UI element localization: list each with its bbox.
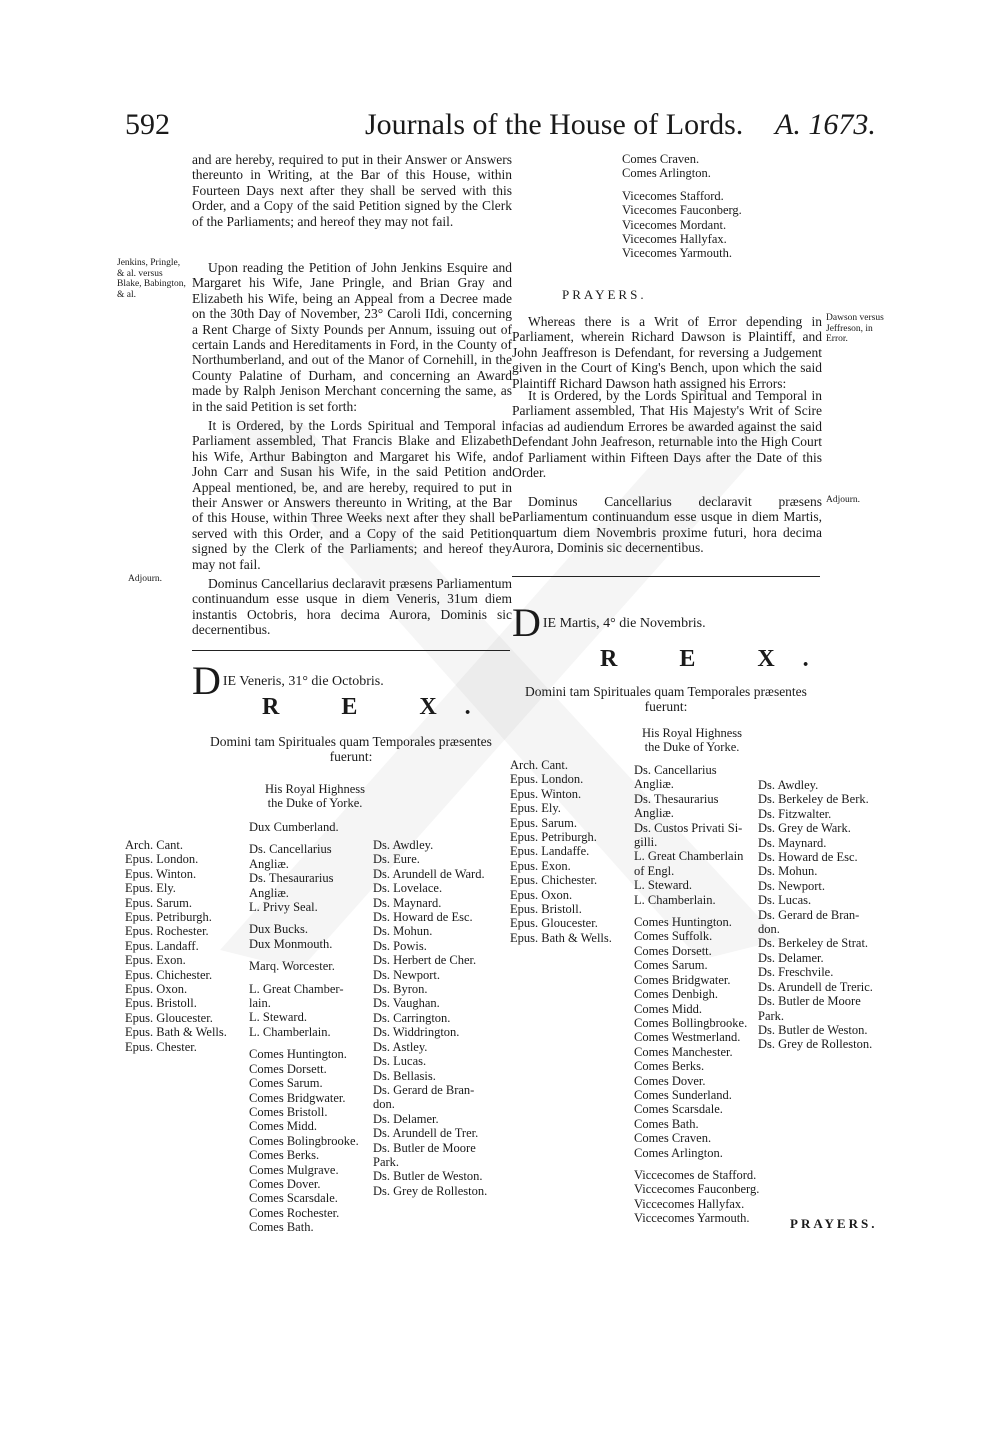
list-entry: Epus. Bristoll. [510,902,582,917]
list-entry: Epus. Gloucester. [125,1010,213,1025]
list-entry: Park. [758,1008,785,1023]
sitting-date [192,658,384,703]
list-entry: Comes Manchester. [634,1044,733,1059]
list-entry: Ds. Thesaurarius [634,791,719,806]
list-entry: Ds. Gerard de Bran- [758,907,860,922]
list-entry: Comes Arlington. [622,166,711,181]
list-entry: Viccecomes Hallyfax. [634,1196,745,1211]
duke-line: His Royal Highness [642,726,742,740]
peers-continued-list [622,152,742,261]
list-entry: Ds. Lucas. [758,893,812,908]
list-entry: Epus. Winton. [510,786,582,801]
attendance-heading-right: Domini tam Spirituales quam Temporales præsentes fuerunt: [525,684,807,714]
list-entry: Epus. Petriburgh. [125,910,212,925]
list-entry: Epus. London. [510,772,584,787]
list-entry: Ds. Awdley. [758,778,819,792]
list-entry: Angliæ. [249,856,289,871]
list-entry: Ds. Powis. [373,938,427,953]
bishops-list-left [125,838,227,1054]
list-entry: Comes Craven. [634,1131,712,1146]
duke-line: His Royal Highness [265,782,365,796]
list-entry: Comes Dorsett. [249,1061,327,1076]
list-entry: Ds. Berkeley de Strat. [758,936,869,951]
list-entry: Epus. Chichester. [510,873,598,888]
duke-of-york [255,782,375,811]
list-entry: Epus. London. [125,852,199,867]
list-entry: Dux Monmouth. [249,936,333,951]
list-entry: Epus. Bath & Wells. [125,1025,227,1040]
margin-note-jenkins: Jenkins, Pringle, & al. versus Blake, Babington, & al. [117,258,186,300]
sitting-date-text: IE Veneris, 31° die Octobris. [222,674,384,689]
list-entry: don. [758,922,780,937]
list-entry: Ds. Delamer. [758,950,824,965]
duke-of-york-right [632,726,752,755]
list-entry: Comes Bridgwater. [634,972,731,987]
list-entry: Arch. Cant. [510,758,568,772]
list-entry: Ds. Butler de Moore [373,1140,476,1155]
list-entry: Ds. Grey de Rolleston. [373,1183,488,1198]
list-entry: Ds. Lucas. [373,1054,427,1069]
list-entry: Ds. Howard de Esc. [758,850,858,865]
sitting-date-text: IE Martis, 4° die Novembris. [542,616,706,631]
list-entry: lain. [249,996,271,1011]
list-entry: Comes Midd. [249,1119,318,1134]
list-entry: Vicecomes Hallyfax. [622,232,727,247]
list-entry: Ds. Arundell de Trer. [373,1126,479,1141]
list-entry: Epus. Exon. [510,858,571,873]
list-entry: Park. [373,1154,400,1169]
list-entry: Epus. Chichester. [125,967,213,982]
list-entry: Comes Dover. [634,1073,706,1088]
list-entry: Vicecomes Fauconberg. [622,203,742,218]
list-entry: Comes Bollingbrooke. [634,1015,748,1030]
list-entry: Ds. Maynard. [373,895,442,910]
attendance-heading: Domini tam Spirituales quam Temporales præsentes fuerunt: [210,734,492,764]
drop-cap: D [192,658,221,703]
list-entry: Comes Midd. [634,1001,703,1016]
continuation-paragraph: and are hereby, required to put in their Answer or Answers thereunto in Writing, at the Bar of this House, within Fourteen Days next after they shall be served with this Order, and a Copy of the said Petition signed by the Clerk of the Parliaments; and hereof they may not fail. [192,152,512,229]
list-entry: L. Chamberlain. [634,892,716,907]
bishops-list-right [510,758,612,945]
adjourn-paragraph-right: Dominus Cancellarius declaravit præsens Parliamentum continuandum esse usque in diem Martis, quartum diem Novembris proxime futuri, hora decima Aurora, Dominis sic decernentibus. [512,494,822,556]
list-entry: Arch. Cant. [125,838,183,852]
list-entry: Epus. Oxon. [125,982,188,997]
adjourn-paragraph: Dominus Cancellarius declaravit præsens Parliamentum continuandum esse usque in diem Veneris, 31um diem instantis Octobris, hora decima Aurora, Dominis sic decernentibus. [192,576,512,638]
list-entry: Ds. Astley. [373,1039,428,1054]
list-entry: Epus. Bristoll. [125,996,197,1011]
list-entry: Epus. Landaff. [125,938,199,953]
list-entry: Ds. Widdrington. [373,1025,460,1040]
list-entry: Comes Scarsdale. [634,1102,723,1117]
list-entry: Angliæ. [634,777,674,792]
list-entry: Ds. Eure. [373,852,420,867]
list-entry: Ds. Mohun. [758,864,818,879]
barons-list-right [758,778,873,1052]
list-entry: Epus. Sarum. [125,895,193,910]
list-entry: Ds. Berkeley de Berk. [758,792,869,807]
list-entry: Vicecomes Stafford. [622,188,724,203]
margin-note-adjourn-right: Adjourn. [826,495,861,505]
list-entry: Ds. Cancellarius [249,842,332,857]
list-entry: Ds. Newport. [373,967,441,982]
list-entry: Comes Bristoll. [249,1104,328,1119]
list-entry: Comes Scarsdale. [249,1191,338,1206]
list-entry: Ds. Byron. [373,982,428,997]
list-entry: Comes Bolingbrooke. [249,1133,359,1148]
duke-line: the Duke of Yorke. [644,740,740,755]
list-entry: Comes Arlington. [634,1145,723,1160]
list-entry: Ds. Cancellarius [634,763,717,777]
list-entry: Viccecomes de Stafford. [634,1167,757,1182]
list-entry: L. Chamberlain. [249,1024,331,1039]
list-entry: Ds. Freschvile. [758,965,834,980]
list-entry: Ds. Delamer. [373,1111,439,1126]
list-entry: L. Great Chamber- [249,981,344,996]
list-entry: Ds. Grey de Rolleston. [758,1037,873,1052]
list-entry: Ds. Mohun. [373,924,433,939]
list-entry: Ds. Arundell de Treric. [758,979,873,994]
writ-order-paragraph: It is Ordered, by the Lords Spiritual and Temporal in Parliament assembled, That His Majesty's Writ of Scire facias ad audiendum Errores be awarded against the said Defendant John Jeafreson, returnable into the High Court of Parliament within Fifteen Days after the Date of this Order. [512,388,822,481]
list-entry: Epus. Gloucester. [510,916,598,931]
sitting-date-right [512,600,706,645]
list-entry: Ds. Butler de Moore [758,994,861,1009]
list-entry: L. Great Chamberlain [634,849,744,864]
list-entry: Dux Bucks. [249,922,309,937]
list-entry: Epus. Oxon. [510,887,573,902]
margin-note-adjourn: Adjourn. [128,574,163,584]
barons-list-left [373,838,487,1198]
running-title: Journals of the House of Lords. [365,108,744,141]
list-entry: don. [373,1097,395,1112]
list-entry: Comes Craven. [622,152,700,166]
list-entry: Epus. Chester. [125,1039,197,1054]
list-entry: Comes Rochester. [249,1205,340,1220]
section-rule [192,650,510,651]
list-entry: Ds. Thesaurarius [249,871,334,886]
section-rule-right [512,576,820,577]
list-entry: Angliæ. [634,806,674,821]
page-number: 592 [125,108,170,141]
list-entry: Ds. Maynard. [758,835,827,850]
list-entry: Epus. Landaffe. [510,844,590,859]
list-entry: L. Privy Seal. [249,900,318,915]
duke-line: the Duke of Yorke. [267,796,363,811]
list-entry: Comes Mulgrave. [249,1162,339,1177]
list-entry: Comes Bath. [249,1220,314,1235]
drop-cap: D [512,600,541,645]
list-entry: Comes Dorsett. [634,943,712,958]
list-entry: L. Steward. [249,1010,307,1025]
list-entry: Ds. Newport. [758,878,826,893]
rex-heading-right: R E X. [600,646,837,672]
list-entry: gilli. [634,835,658,850]
list-entry: Ds. Gerard de Bran- [373,1082,475,1097]
list-entry: Ds. Custos Privati Si- [634,820,743,835]
list-entry: Ds. Butler de Weston. [373,1169,483,1184]
list-entry: Comes Berks. [249,1148,320,1163]
list-entry: Ds. Lovelace. [373,881,443,896]
order-paragraph: It is Ordered, by the Lords Spiritual and Temporal in Parliament assembled, That Francis Blake and Elizabeth his Wife, Arthur Babington and Margaret his Wife, and John Carr and Susan his Wife, in the said Petition and Appeal mentioned, be, and are hereby, required to put in their Answer or Answers thereunto in Writing, at the Bar of this House, within Three Weeks next after they shall be served with this Order, and a Copy of the said Petition signed by the Clerk of the Parliaments; and hereof they may not fail. [192,418,512,572]
peers-list-right [634,763,759,1226]
list-entry: Vicecomes Yarmouth. [622,246,732,261]
list-entry: Epus. Sarum. [510,815,578,830]
list-entry: Epus. Exon. [125,953,186,968]
list-entry: Epus. Rochester. [125,924,209,939]
list-entry: Ds. Vaughan. [373,996,440,1011]
list-entry: Ds. Awdley. [373,838,434,852]
margin-note-dawson: Dawson versus Jeffreson, in Error. [826,313,884,344]
list-entry: Epus. Bath & Wells. [510,930,612,945]
list-entry: Epus. Ely. [125,881,176,896]
year-label: A. 1673. [775,108,876,141]
list-entry: Ds. Howard de Esc. [373,910,473,925]
list-entry: Comes Bath. [634,1116,699,1131]
list-entry: Comes Huntington. [634,915,732,930]
list-entry: of Engl. [634,863,675,878]
list-entry: Ds. Grey de Wark. [758,821,851,836]
list-entry: Ds. Herbert de Cher. [373,953,477,968]
list-entry: Comes Sunderland. [634,1087,732,1102]
list-entry: Vicecomes Mordant. [622,217,727,232]
peers-list-left [249,820,359,1235]
list-entry: Comes Westmerland. [634,1030,741,1045]
list-entry: Comes Suffolk. [634,929,713,944]
list-entry: Dux Cumberland. [249,820,339,834]
list-entry: Epus. Ely. [510,801,561,816]
rex-heading: R E X. [262,694,499,720]
list-entry: Comes Sarum. [249,1076,323,1091]
list-entry: Comes Berks. [634,1059,705,1074]
list-entry: Epus. Petriburgh. [510,830,597,845]
list-entry: Comes Dover. [249,1176,321,1191]
list-entry: Ds. Fitzwalter. [758,806,832,821]
prayers-heading-bottom: PRAYERS. [790,1216,878,1231]
list-entry: Ds. Arundell de Ward. [373,866,485,881]
list-entry: Ds. Butler de Weston. [758,1022,868,1037]
writ-paragraph: Whereas there is a Writ of Error depending in Parliament, wherein Richard Dawson is Plaintiff, and John Jeaffreson is Defendant, for reversing a Judgement given in the Court of King's Bench, upon which the said Plaintiff Richard Dawson hath assigned his Errors: [512,314,822,391]
list-entry: Marq. Worcester. [249,959,335,974]
list-entry: Viccecomes Fauconberg. [634,1182,760,1197]
list-entry: Comes Huntington. [249,1047,347,1062]
list-entry: Epus. Winton. [125,866,197,881]
list-entry: Angliæ. [249,885,289,900]
list-entry: Comes Bridgwater. [249,1090,346,1105]
petition-paragraph: Upon reading the Petition of John Jenkins Esquire and Margaret his Wife, Jane Pringle, and Brian Gray and Elizabeth his Wife, being an Appeal from a Decree made on the 30th Day of November, 23° Caroli IIdi, concerning a Rent Charge of Sixty Pounds per Annum, issuing out of certain Lands and Hereditaments in Ford, in the County of Northumberland, and out of the Manor of Cornehill, in the County Palatine of Durham, and concerning an Award made by Ralph Jenison Merchant concerning the same, as in the said Petition is set forth: [192,260,512,414]
prayers-heading: PRAYERS. [562,287,647,302]
list-entry: Ds. Bellasis. [373,1068,436,1083]
list-entry: Comes Sarum. [634,958,708,973]
list-entry: L. Steward. [634,878,692,893]
list-entry: Ds. Carrington. [373,1010,451,1025]
list-entry: Comes Denbigh. [634,987,719,1002]
list-entry: Viccecomes Yarmouth. [634,1211,750,1226]
